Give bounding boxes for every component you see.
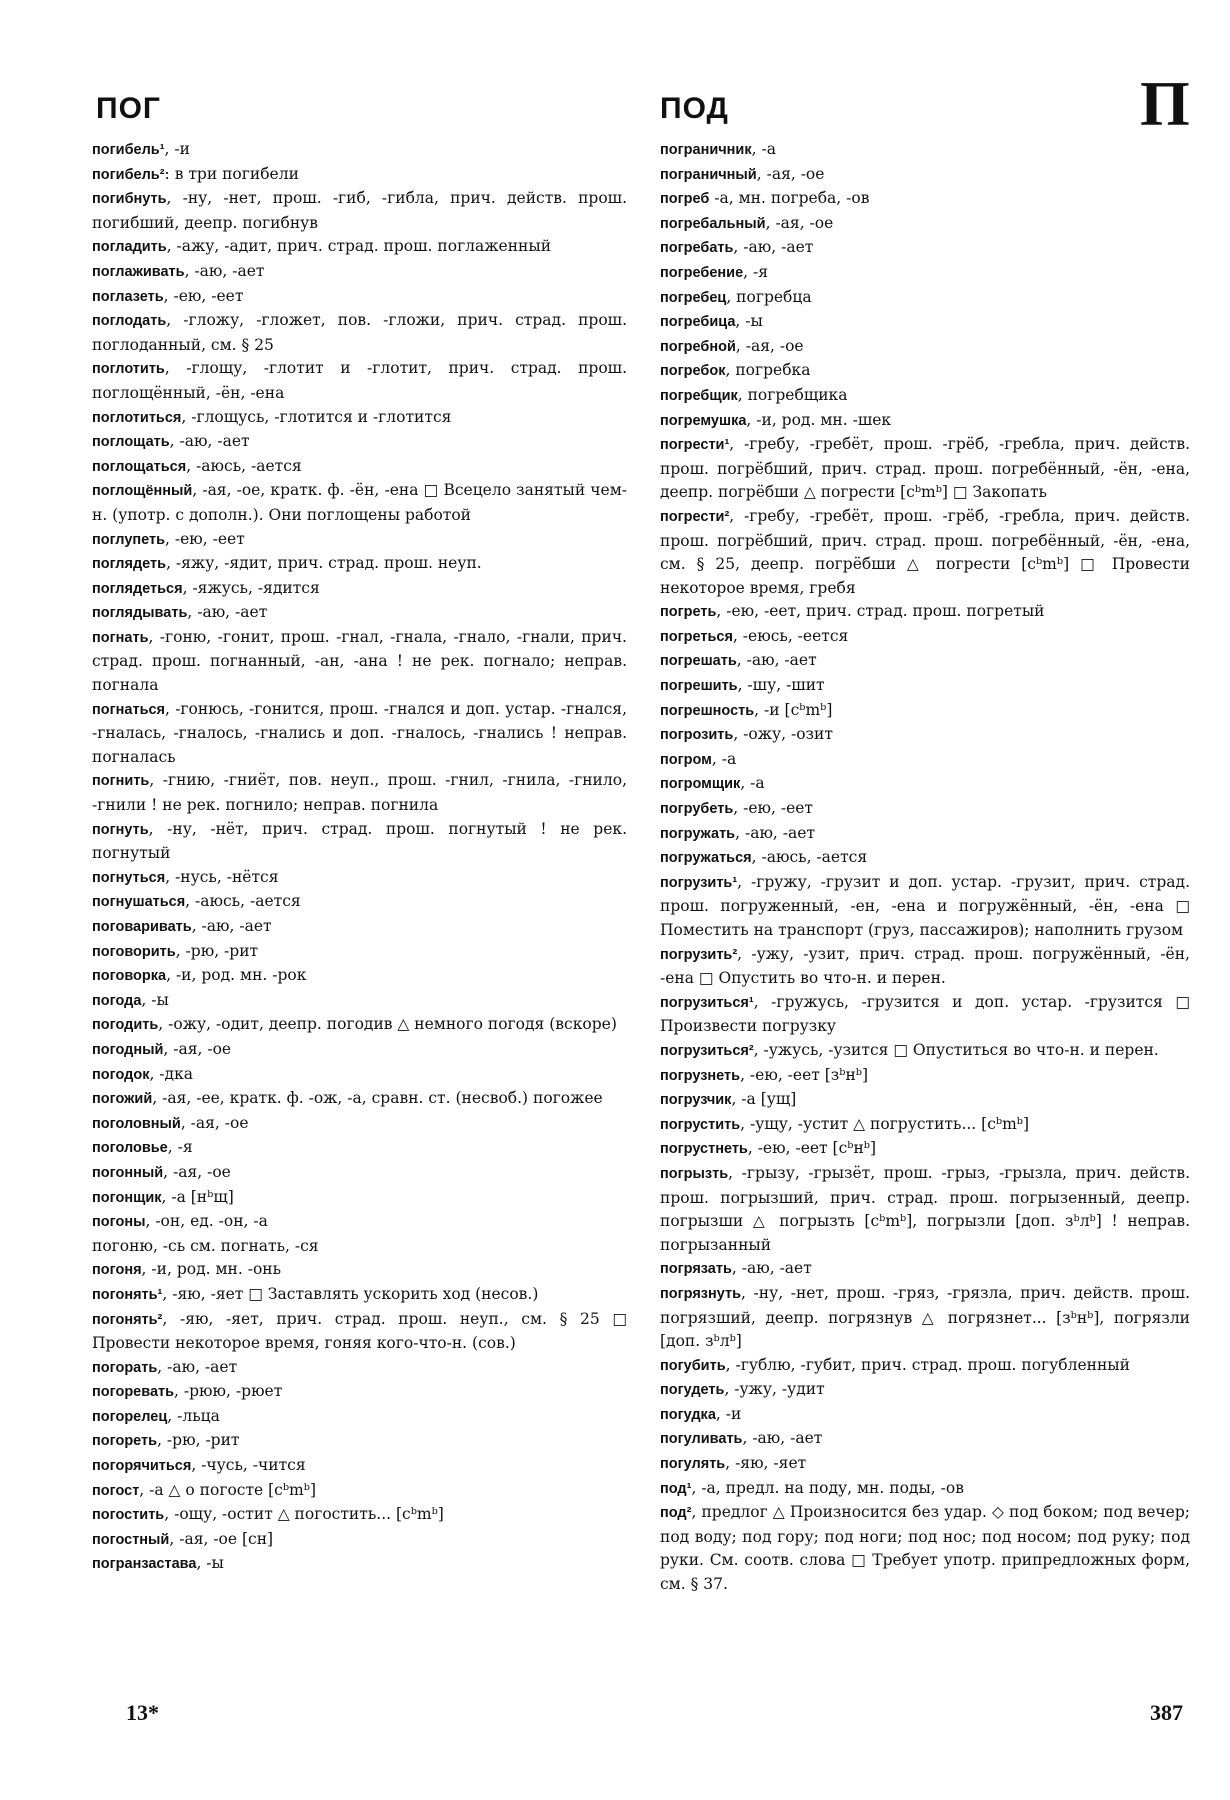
- headword: погребальный: [660, 215, 766, 232]
- headword: погнить: [92, 773, 150, 790]
- headword: погуливать: [660, 1431, 743, 1448]
- headword: погребной: [660, 338, 736, 355]
- dictionary-entry: [660, 1162, 1190, 1257]
- dictionary-entry: [660, 1113, 1190, 1138]
- entry-text: , -аюсь, -ается: [185, 892, 301, 911]
- dictionary-entry: [92, 406, 627, 431]
- headword: погодный: [92, 1041, 164, 1058]
- entry-text: , -льца: [167, 1406, 220, 1425]
- entry-text: , -гублю, -губит, прич. страд. прош. погубленный: [725, 1355, 1130, 1374]
- headword: погребец: [660, 289, 727, 306]
- dictionary-entry: [92, 769, 627, 817]
- entry-text: , -ы: [141, 990, 169, 1009]
- headword: погодок: [92, 1066, 150, 1083]
- dictionary-entry: [660, 699, 1190, 724]
- headword: поглазеть: [92, 288, 164, 305]
- dictionary-entry: [660, 1452, 1190, 1477]
- entry-text: , -аю, -ает: [736, 651, 817, 670]
- dictionary-entry: [92, 455, 627, 480]
- dictionary-entry: [92, 1258, 627, 1283]
- headword: погрузиться¹: [660, 994, 754, 1011]
- entry-text: , -ы: [735, 312, 763, 331]
- dictionary-entry: [92, 1136, 627, 1161]
- entry-text: , погребца: [726, 287, 812, 306]
- headword: погреться: [660, 628, 733, 645]
- headword: погрешать: [660, 653, 737, 670]
- dictionary-entry: [660, 384, 1190, 409]
- entry-text: , -ну, -нет, прош. -гиб, -гибла, прич. действ. прош. погибший, деепр. погибнув: [92, 189, 627, 232]
- dictionary-entry: [660, 286, 1190, 311]
- headword: погнуться: [92, 869, 166, 886]
- headword: погрустнеть: [660, 1141, 748, 1158]
- right-column: [660, 138, 1190, 1597]
- headword: погрузить²: [660, 946, 738, 963]
- headword: погребать: [660, 240, 734, 257]
- dictionary-entry: [660, 871, 1190, 943]
- section-letter: П: [1140, 68, 1190, 139]
- headword: погрозить: [660, 727, 734, 744]
- headword: погостить: [92, 1507, 165, 1524]
- entry-text: , -и: [164, 140, 190, 158]
- entry-text: , предлог △ Произносится без удар. ◇ под боком; под вечер; под воду; под гору; под ноги; под нос; под носом; под руку; под руки. См. соотв. слова □ Требует употр. припредложных форм, см. § 37.: [660, 1503, 1190, 1594]
- entry-text: , -ы: [196, 1554, 224, 1573]
- headword: погрузнеть: [660, 1067, 741, 1084]
- headword: погибель²: [92, 166, 165, 183]
- dictionary-entry: [92, 285, 627, 310]
- entry-text: , -а: [711, 749, 737, 768]
- entry-text: , -аю, -ает: [157, 1357, 238, 1376]
- headword: под²: [660, 1505, 692, 1522]
- headword: погрешить: [660, 678, 738, 695]
- headword: поглядывать: [92, 605, 188, 622]
- dictionary-entry: [92, 626, 627, 698]
- dictionary-entry: [660, 822, 1190, 847]
- entry-text: , -гребу, -гребёт, прош. -грёб, -гребла, прич. действ. прош. погрёбший, прич. страд. прош. погребённый, -ён, -ена, см. § 25, деепр. погрёбши △ погрести [cᵇmᵇ] □ Провести некоторое время, гребя: [660, 506, 1190, 597]
- headword: поговорить: [92, 943, 176, 960]
- entry-text: , -гоню, -гонит, прош. -гнал, -гнала, -гнало, -гнали, прич. страд. прош. погнанный, -ан, -ана ! не рек. погнало; неправ. погнала: [92, 627, 627, 695]
- dictionary-entry: [660, 310, 1190, 335]
- headword: погромщик: [660, 776, 741, 793]
- headword: поглаживать: [92, 263, 185, 280]
- entry-text: , -аю, -ает: [731, 1259, 812, 1278]
- entry-text: , -я: [743, 262, 769, 281]
- dictionary-entry: [660, 1257, 1190, 1282]
- dictionary-entry: [660, 505, 1190, 600]
- entry-text: , -глощу, -глотит и -глотит, прич. страд. прош. поглощённый, -ён, -ена: [92, 359, 627, 402]
- dictionary-entry: [660, 1477, 1190, 1502]
- entry-text: , -аюсь, -ается: [186, 456, 302, 475]
- dictionary-entry: [660, 335, 1190, 360]
- dictionary-entry: [660, 261, 1190, 286]
- dictionary-entry: [92, 940, 627, 965]
- dictionary-entry: [660, 1403, 1190, 1428]
- entry-text: , -рюю, -рюет: [174, 1382, 283, 1401]
- headword: погост: [92, 1482, 140, 1499]
- headword: погонщик: [92, 1189, 162, 1206]
- headword: погрузчик: [660, 1092, 732, 1109]
- headword: погубить: [660, 1357, 726, 1374]
- entry-text: , -ужу, -удит: [724, 1380, 825, 1399]
- dictionary-entry: [660, 748, 1190, 773]
- headword: погожий: [92, 1091, 153, 1108]
- headword: погибнуть: [92, 191, 167, 208]
- entry-text: , -шу, -шит: [737, 676, 825, 695]
- headword: погонять²: [92, 1311, 163, 1328]
- headword: погрешность: [660, 702, 755, 719]
- dictionary-entry: [92, 187, 627, 235]
- entry-text: , -а, предл. на поду, мн. поды, -ов: [691, 1478, 964, 1497]
- headword: погребение: [660, 264, 744, 281]
- entry-text: , -гружу, -грузит и доп. устар. -грузит, прич. страд. прош. погруженный, -ен, -ена и погружённый, -ён, -ена □ Поместить на транспорт (груз, пассажиров); наполнить грузом: [660, 872, 1190, 939]
- entry-text: , -ая, -ое: [735, 336, 804, 355]
- entry-text: , -ая, -ое, кратк. ф. -ён, -ена □ Всецело занятый чем-н. (употр. с дополн.). Они поглощены работой: [92, 481, 627, 524]
- dictionary-entry: [92, 552, 627, 577]
- headword: погудка: [660, 1406, 716, 1423]
- entry-text: , -ажу, -адит, прич. страд. прош. поглаженный: [166, 237, 552, 256]
- dictionary-entry: [660, 212, 1190, 237]
- dictionary-entry: [660, 1064, 1190, 1089]
- headword: погладить: [92, 239, 167, 256]
- dictionary-entry: [92, 1308, 627, 1356]
- entry-text: , -яжусь, -ядится: [182, 578, 320, 597]
- dictionary-entry: [92, 1479, 627, 1504]
- entry-text: , -гонюсь, -гонится, прош. -гнался и доп. устар. -гнался, -гналась, -гналось, -гнались и доп. -гналось, -гнались ! неправ. погналась: [92, 699, 627, 766]
- headword: погорать: [92, 1359, 158, 1376]
- dictionary-entry: [92, 1161, 627, 1186]
- headword: погреб: [660, 191, 710, 208]
- headword: погрести¹: [660, 437, 730, 454]
- headword: поглотить: [92, 361, 165, 378]
- headword: под¹: [660, 1480, 692, 1497]
- headword: поголовный: [92, 1115, 181, 1132]
- dictionary-entry: [92, 1380, 627, 1405]
- dictionary-entry: [92, 260, 627, 285]
- headword: поглотиться: [92, 409, 182, 426]
- dictionary-entry: [92, 235, 627, 260]
- signature-mark: 13*: [126, 1700, 159, 1725]
- dictionary-entry: [660, 991, 1190, 1039]
- entry-text: , -аю, -ает: [735, 823, 816, 842]
- dictionary-entry: [92, 601, 627, 626]
- entry-text: , -а: [751, 140, 776, 158]
- entry-text: , -ею, -еет: [163, 286, 244, 305]
- headword: поглощать: [92, 434, 170, 451]
- dictionary-entry: [660, 772, 1190, 797]
- entry-text: , -ожу, -одит, деепр. погодив △ немного погодя (вскоре): [158, 1015, 617, 1034]
- entry-text: , -ужусь, -узится □ Опуститься во что-н. и перен.: [753, 1040, 1159, 1059]
- headword: погибель¹: [92, 142, 165, 158]
- headword: погрязать: [660, 1261, 732, 1278]
- headword: поглощаться: [92, 458, 187, 475]
- entry-text: , -рю, -рит: [175, 941, 259, 960]
- headword: погребица: [660, 314, 736, 331]
- headword: погнушаться: [92, 894, 186, 911]
- entry-text: , -и, род. мн. -рок: [166, 966, 307, 985]
- entry-text: , -аю, -ает: [742, 1429, 823, 1448]
- entry-text: , -яжу, -ядит, прич. страд. прош. неуп.: [166, 554, 482, 573]
- headword: поглядеться: [92, 580, 183, 597]
- entry-text: , -аю, -ает: [184, 261, 265, 280]
- headword: пограничный: [660, 166, 757, 183]
- entry-text: , -и: [715, 1404, 742, 1423]
- dictionary-entry: [92, 989, 627, 1014]
- entry-text: , -яю, -яет: [725, 1454, 807, 1473]
- entry-text: , -ею, -еет: [165, 529, 245, 548]
- headword: погребщик: [660, 387, 738, 404]
- headword: поговаривать: [92, 919, 192, 935]
- dictionary-entry: [92, 818, 627, 866]
- dictionary-entry: [660, 1088, 1190, 1113]
- dictionary-entry: [660, 797, 1190, 822]
- entry-text: , -чусь, -чится: [191, 1456, 306, 1475]
- dictionary-entry: [660, 236, 1190, 261]
- headword: погремушка: [660, 412, 747, 429]
- dictionary-entry: [92, 430, 627, 455]
- dictionary-entry: [92, 1235, 627, 1259]
- dictionary-entry: [92, 1112, 627, 1137]
- entry-text: , погребщика: [737, 385, 848, 404]
- dictionary-entry: [92, 357, 627, 405]
- dictionary-entry: [660, 1378, 1190, 1403]
- dictionary-entry: [660, 1427, 1190, 1452]
- dictionary-entry: [92, 1356, 627, 1381]
- entry-text: , -ею, -еет, прич. страд. прош. погретый: [716, 602, 1045, 621]
- entry-text: погоню, -сь см. погнать, -ся: [92, 1236, 319, 1255]
- dictionary-entry: [660, 1137, 1190, 1162]
- entry-text: , -глощусь, -глотится и -глотится: [181, 407, 452, 426]
- entry-text: , -ею, -еет: [733, 799, 814, 818]
- headword: погонять¹: [92, 1286, 163, 1303]
- headword: пограничник: [660, 142, 752, 158]
- entry-text: , -еюсь, -еется: [732, 626, 849, 645]
- headword: погоня: [92, 1262, 142, 1279]
- dictionary-entry: [92, 890, 627, 915]
- entry-text: , -гружусь, -грузится и доп. устар. -грузится □ Произвести погрузку: [660, 992, 1190, 1036]
- dictionary-entry: [660, 187, 1190, 212]
- headword: погребок: [660, 363, 726, 380]
- dictionary-entry: [92, 479, 627, 527]
- entry-text: , -ая, -ое: [163, 1162, 231, 1181]
- entry-text: , -и [cᵇmᵇ]: [754, 700, 833, 719]
- entry-text: , -и, род. мн. -онь: [141, 1260, 282, 1279]
- dictionary-entry: [92, 1283, 627, 1308]
- headword: поглодать: [92, 313, 167, 330]
- entry-text: , -ая, -ое: [765, 213, 834, 232]
- entry-text: , -ая, -ее, кратк. ф. -ож, -а, сравн. ст. (несвоб.) погожее: [152, 1089, 603, 1108]
- entry-text: , -ощу, -остит △ погостить... [cᵇmᵇ]: [164, 1505, 444, 1524]
- headword: погрести²: [660, 508, 730, 525]
- dictionary-entry: [92, 1405, 627, 1430]
- entry-text: , погребка: [725, 361, 811, 380]
- entry-text: , -ая, -ое: [180, 1113, 249, 1132]
- entry-text: , -ужу, -узит, прич. страд. прош. погружённый, -ён, -ена □ Опустить во что-н. и перен.: [660, 944, 1190, 988]
- headword: поглощённый: [92, 483, 193, 500]
- entry-text: -а, мн. погреба, -ов: [709, 189, 870, 208]
- dictionary-entry: [660, 433, 1190, 505]
- headword: погонный: [92, 1164, 164, 1181]
- entry-text: , -и, род. мн. -шек: [746, 410, 892, 429]
- dictionary-entry: [92, 138, 627, 163]
- entry-text: , -яю, -яет, прич. страд. прош. неуп., см. § 25 □ Провести некоторое время, гоняя кого-что-н. (сов.): [92, 1309, 627, 1353]
- entry-text: , -а [ущ]: [731, 1090, 797, 1109]
- entry-text: , -я: [167, 1138, 193, 1157]
- dictionary-entry: [660, 1501, 1190, 1596]
- entry-text: , -яю, -яет □ Заставлять ускорить ход (несов.): [162, 1284, 539, 1303]
- dictionary-entry: [660, 600, 1190, 625]
- headword: поголовье: [92, 1140, 168, 1157]
- dictionary-entry: [92, 964, 627, 989]
- dictionary-entry: [660, 163, 1190, 188]
- headword: погодить: [92, 1017, 159, 1034]
- entry-text: , -ая, -ое: [163, 1039, 232, 1058]
- dictionary-entry: [92, 1503, 627, 1528]
- headword: погнуть: [92, 821, 149, 838]
- dictionary-entry: [92, 698, 627, 770]
- headword: погружать: [660, 825, 736, 842]
- dictionary-entry: [660, 1039, 1190, 1064]
- dictionary-entry: [92, 163, 627, 188]
- entry-text: , -а △ о погосте [cᵇmᵇ]: [139, 1480, 317, 1499]
- dictionary-entry: [660, 674, 1190, 699]
- dictionary-entry: [660, 943, 1190, 991]
- entry-text: , -ущу, -устит △ погрустить... [cᵇmᵇ]: [740, 1114, 1030, 1133]
- entry-text: , -дка: [149, 1064, 194, 1083]
- dictionary-entry: [92, 1454, 627, 1479]
- dictionary-entry: [92, 1552, 627, 1577]
- headword: погрызть: [660, 1165, 729, 1182]
- dictionary-entry: [92, 528, 627, 553]
- headword: погоревать: [92, 1384, 175, 1401]
- headword: погрузиться²: [660, 1042, 754, 1059]
- headword: погром: [660, 751, 712, 768]
- entry-text: , -ну, -нет, прош. -гряз, -грязла, прич. действ. прош. погрязший, деепр. погрязнув △ погрязнет... [зᵇнᵇ], погрязли [доп. зᵇлᵇ]: [660, 1283, 1190, 1351]
- headword: погода: [92, 992, 142, 1009]
- left-column: [92, 138, 627, 1577]
- headword: погружаться: [660, 850, 752, 867]
- dictionary-entry: [92, 1013, 627, 1038]
- dictionary-entry: [92, 1087, 627, 1112]
- dictionary-entry: [660, 359, 1190, 384]
- headword: погранзастава: [92, 1556, 197, 1573]
- entry-text: , -гложу, -гложет, пов. -гложи, прич. страд. прош. поглоданный, см. § 25: [92, 311, 627, 354]
- headword: поглядеть: [92, 556, 167, 573]
- entry-text: , -грызу, -грызёт, прош. -грыз, -грызла, прич. действ. прош. погрызший, прич. страд. прош. погрызенный, деепр. погрызши △ погрызть [cᵇmᵇ], погрызли [доп. зᵇлᵇ] ! неправ. погрызанный: [660, 1163, 1190, 1254]
- headword: погулять: [660, 1456, 726, 1473]
- dictionary-entry: [92, 1528, 627, 1553]
- dictionary-entry: [92, 866, 627, 891]
- entry-text: , -ею, -еет [cᵇнᵇ]: [747, 1139, 877, 1158]
- dictionary-entry: [92, 1038, 627, 1063]
- entry-text: , -ну, -нёт, прич. страд. прош. погнутый ! не рек. погнутый: [92, 819, 627, 863]
- dictionary-entry: [660, 409, 1190, 434]
- entry-text: , -а: [740, 774, 765, 793]
- headword: поговорка: [92, 968, 167, 985]
- headword: погорелец: [92, 1408, 168, 1425]
- headword: погрязнуть: [660, 1285, 742, 1302]
- entry-text: , -аюсь, -ается: [751, 848, 868, 867]
- dictionary-entry: [92, 1186, 627, 1211]
- headword: погореть: [92, 1433, 158, 1450]
- dictionary-entry: [660, 723, 1190, 748]
- dictionary-entry: [92, 309, 627, 357]
- dictionary-entry: [660, 138, 1190, 163]
- right-guide-word: ПОД: [660, 92, 729, 125]
- headword: погрузить¹: [660, 874, 738, 891]
- dictionary-entry: [660, 625, 1190, 650]
- entry-text: , -аю, -ает: [187, 603, 268, 622]
- entry-text: , -аю, -ает: [169, 432, 250, 451]
- headword: погнать: [92, 629, 149, 646]
- dictionary-entry: [92, 1210, 627, 1235]
- entry-text: , -гнию, -гниёт, пов. неуп., прош. -гнил, -гнила, -гнило, -гнили ! не рек. погнило; неправ. погнила: [92, 771, 627, 815]
- dictionary-entry: [92, 1429, 627, 1454]
- headword: погостный: [92, 1531, 170, 1548]
- entry-text: , -гребу, -гребёт, прош. -грёб, -гребла, прич. действ. прош. погрёбший, прич. страд. прош. погребённый, -ён, -ена, деепр. погрёбши △ погрести [cᵇmᵇ] □ Закопать: [660, 435, 1190, 502]
- dictionary-entry: [92, 915, 627, 940]
- headword: погрустить: [660, 1116, 741, 1133]
- headword: погрубеть: [660, 801, 734, 818]
- headword: погреть: [660, 604, 717, 621]
- entry-text: : в три погибели: [164, 164, 299, 183]
- dictionary-entry: [92, 577, 627, 602]
- entry-text: , -ожу, -озит: [733, 725, 833, 744]
- entry-text: , -он, ед. -он, -а: [145, 1212, 268, 1231]
- headword: погудеть: [660, 1382, 725, 1399]
- entry-text: , -рю, -рит: [157, 1431, 240, 1450]
- entry-text: , -нусь, -нётся: [165, 867, 279, 886]
- dictionary-entry: [660, 1354, 1190, 1379]
- headword: погнаться: [92, 701, 166, 718]
- entry-text: , -ая, -ое: [756, 164, 825, 183]
- dictionary-entry: [660, 846, 1190, 871]
- entry-text: , -аю, -ает: [191, 917, 272, 935]
- headword: погоны: [92, 1214, 146, 1231]
- left-guide-word: ПОГ: [96, 92, 161, 125]
- page-number: 387: [1150, 1700, 1183, 1725]
- entry-text: , -а [нᵇщ]: [161, 1187, 234, 1206]
- dictionary-entry: [660, 1282, 1190, 1354]
- entry-text: , -ая, -ое [сн]: [169, 1529, 274, 1548]
- entry-text: , -ею, -еет [зᵇнᵇ]: [740, 1065, 869, 1084]
- entry-text: , -аю, -ает: [733, 238, 814, 257]
- dictionary-entry: [660, 649, 1190, 674]
- headword: поглупеть: [92, 531, 166, 548]
- headword: погорячиться: [92, 1458, 192, 1475]
- dictionary-entry: [92, 1063, 627, 1088]
